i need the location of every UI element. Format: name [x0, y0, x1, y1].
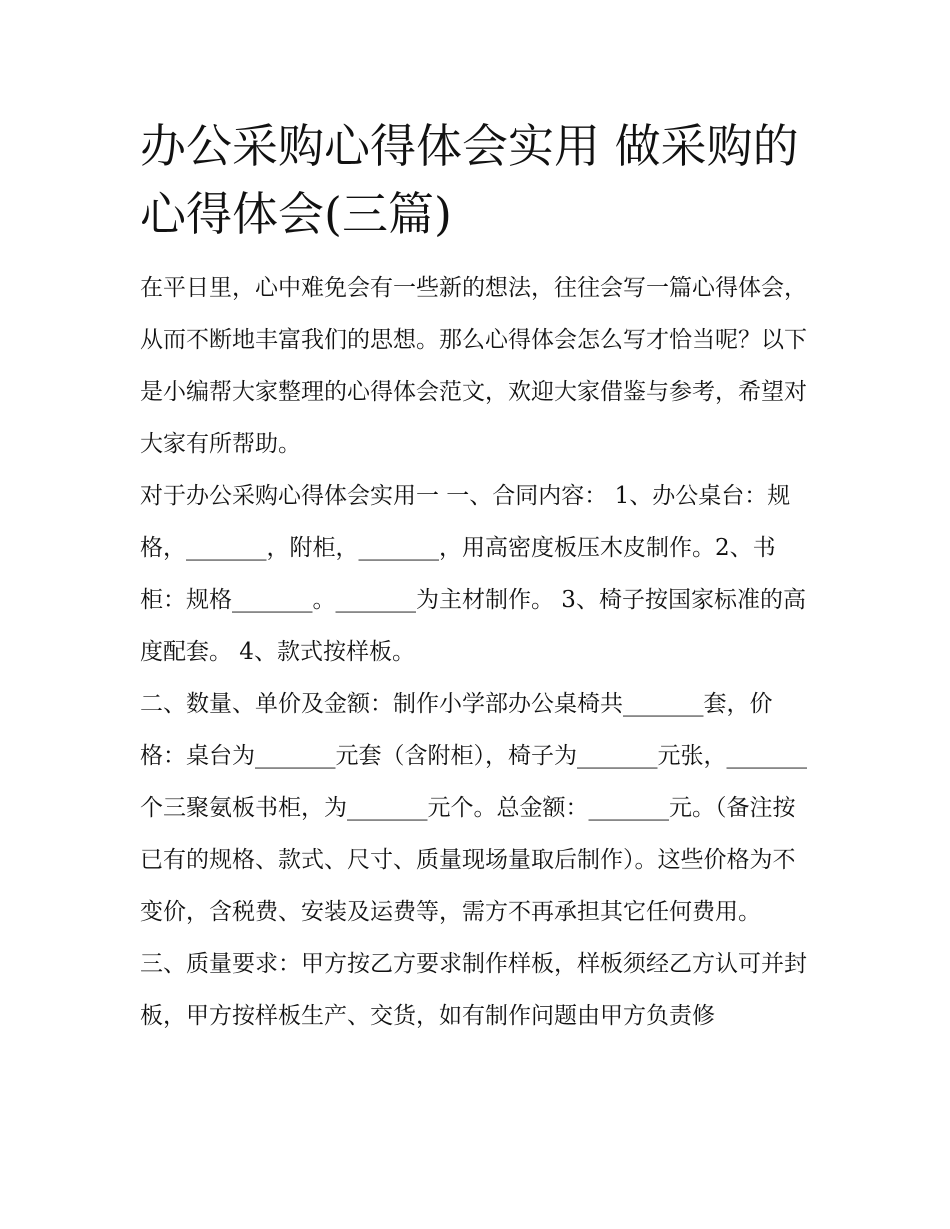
quantity-price-paragraph: 二、数量、单价及金额：制作小学部办公桌椅共_______套，价格：桌台为_______元套（含附柜），椅子为_______元张，_______个三聚氨板书柜，为_______元个。总金额：_______元。（备注按已有的规格、款式、尺寸、质量现场量取后制作）。这些价格为不变价，含税费、安装及运费等，需方不再承担其它任何费用。: [140, 691, 807, 925]
document-title: 办公采购心得体会实用 做采购的心得体会(三篇): [140, 119, 799, 241]
document-body: [140, 112, 812, 1042]
contract-content-paragraph: 对于办公采购心得体会实用一 一、合同内容： 1、办公桌台：规格，_______，附柜，_______，用高密度板压木皮制作。2、书柜：规格_______。_______为主材制作。 3、椅子按国家标准的高度配套。 4、款式按样板。: [140, 483, 806, 665]
quality-requirements-paragraph: 三、质量要求：甲方按乙方要求制作样板，样板须经乙方认可并封板，甲方按样板生产、交货，如有制作问题由甲方负责修: [140, 951, 807, 1029]
intro-paragraph: 在平日里，心中难免会有一些新的想法，往往会写一篇心得体会，从而不断地丰富我们的思想。那么心得体会怎么写才恰当呢？以下是小编帮大家整理的心得体会范文，欢迎大家借鉴与参考，希望对大家有所帮助。: [140, 275, 807, 457]
